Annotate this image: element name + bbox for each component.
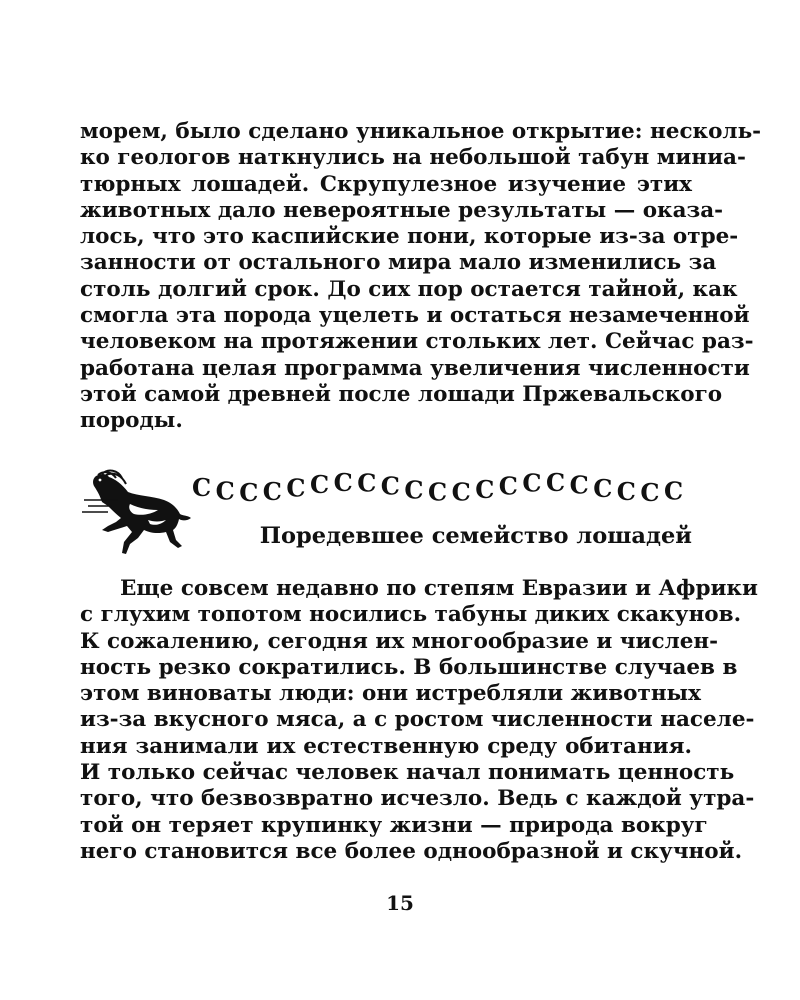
horseshoe-glyph: С [428, 477, 448, 504]
text-line: И только сейчас человек начал понимать ценность [80, 760, 735, 786]
text-line: с глухим топотом носились табуны диких скакунов. [80, 602, 742, 628]
text-line: ния занимали их естественную среду обитания. [80, 733, 692, 759]
text-line: морем, было сделано уникальное открытие: несколь- [80, 119, 762, 144]
horseshoe-glyph: С [522, 470, 542, 498]
text-line: смогла эта порода уцелеть и остаться незамеченной [80, 303, 750, 329]
horseshoe-glyph: С [404, 475, 424, 504]
horseshoe-glyph: С [616, 477, 636, 504]
horseshoe-glyph: С [451, 477, 471, 504]
text-line: столь долгий срок. До сих пор остается тайной, как [80, 276, 738, 302]
horseshoe-glyph: С [475, 475, 495, 504]
section-heading: Поредевшее семейство лошадей [259, 523, 692, 549]
text-line: ность резко сократились. В большинстве случаев в [80, 654, 738, 680]
top-paragraph [80, 119, 762, 435]
text-line: животных дало невероятные результаты — оказа- [80, 197, 724, 223]
text-line: из-за вкусного мяса, а с ростом численности населе- [80, 707, 755, 733]
horseshoe-glyph: С [239, 478, 259, 504]
horseshoe-glyph: С [262, 476, 282, 504]
text-line: человеком на протяжении стольких лет. Сейчас раз- [80, 329, 754, 355]
text-line: К сожалению, сегодня их многообразие и числен- [80, 628, 719, 654]
horseshoe-glyph: С [333, 470, 353, 498]
text-line: работана целая программа увеличения численности [80, 355, 750, 381]
text-line: этой самой древней после лошади Пржевальского [80, 381, 723, 407]
text-line: Еще совсем недавно по степям Евразии и Африки [120, 576, 758, 601]
text-line: лось, что это каспийские пони, которые из-за отре- [80, 224, 739, 250]
text-line: тюрных лошадей. Скрупулезное изучение этих [80, 171, 692, 197]
text-line: этом виноваты люди: они истребляли животных [80, 681, 701, 707]
horseshoe-glyph: С [498, 471, 518, 501]
page-number: 15 [386, 891, 414, 915]
text-line: занности от остального мира мало изменились за [80, 250, 717, 276]
text-line: того, что безвозвратно исчезло. Ведь с каждой утра- [80, 786, 755, 812]
horseshoe-glyph: С [286, 473, 306, 503]
text-line: той он теряет крупинку жизни — природа вокруг [80, 812, 708, 838]
horseshoe-glyph: С [310, 470, 330, 500]
horseshoe-glyph: С [640, 478, 660, 504]
horseshoe-glyph: С [593, 473, 613, 503]
galloping-horse-icon [78, 466, 193, 558]
horseshoe-glyph: С [546, 470, 566, 498]
horseshoe-glyph: С [569, 470, 589, 500]
horseshoe-wave-ornament [188, 470, 693, 504]
horseshoe-glyph: С [664, 476, 684, 504]
bottom-paragraph [80, 576, 758, 865]
text-line: него становится все более однообразной и скучной. [80, 838, 743, 864]
horseshoe-glyph: С [380, 471, 400, 501]
text-line: породы. [80, 408, 183, 434]
text-line: ко геологов наткнулись на небольшой табун миниа- [80, 145, 746, 171]
horseshoe-glyph: С [192, 473, 212, 502]
horseshoe-glyph: С [215, 476, 235, 504]
horseshoe-glyph: С [357, 470, 377, 498]
